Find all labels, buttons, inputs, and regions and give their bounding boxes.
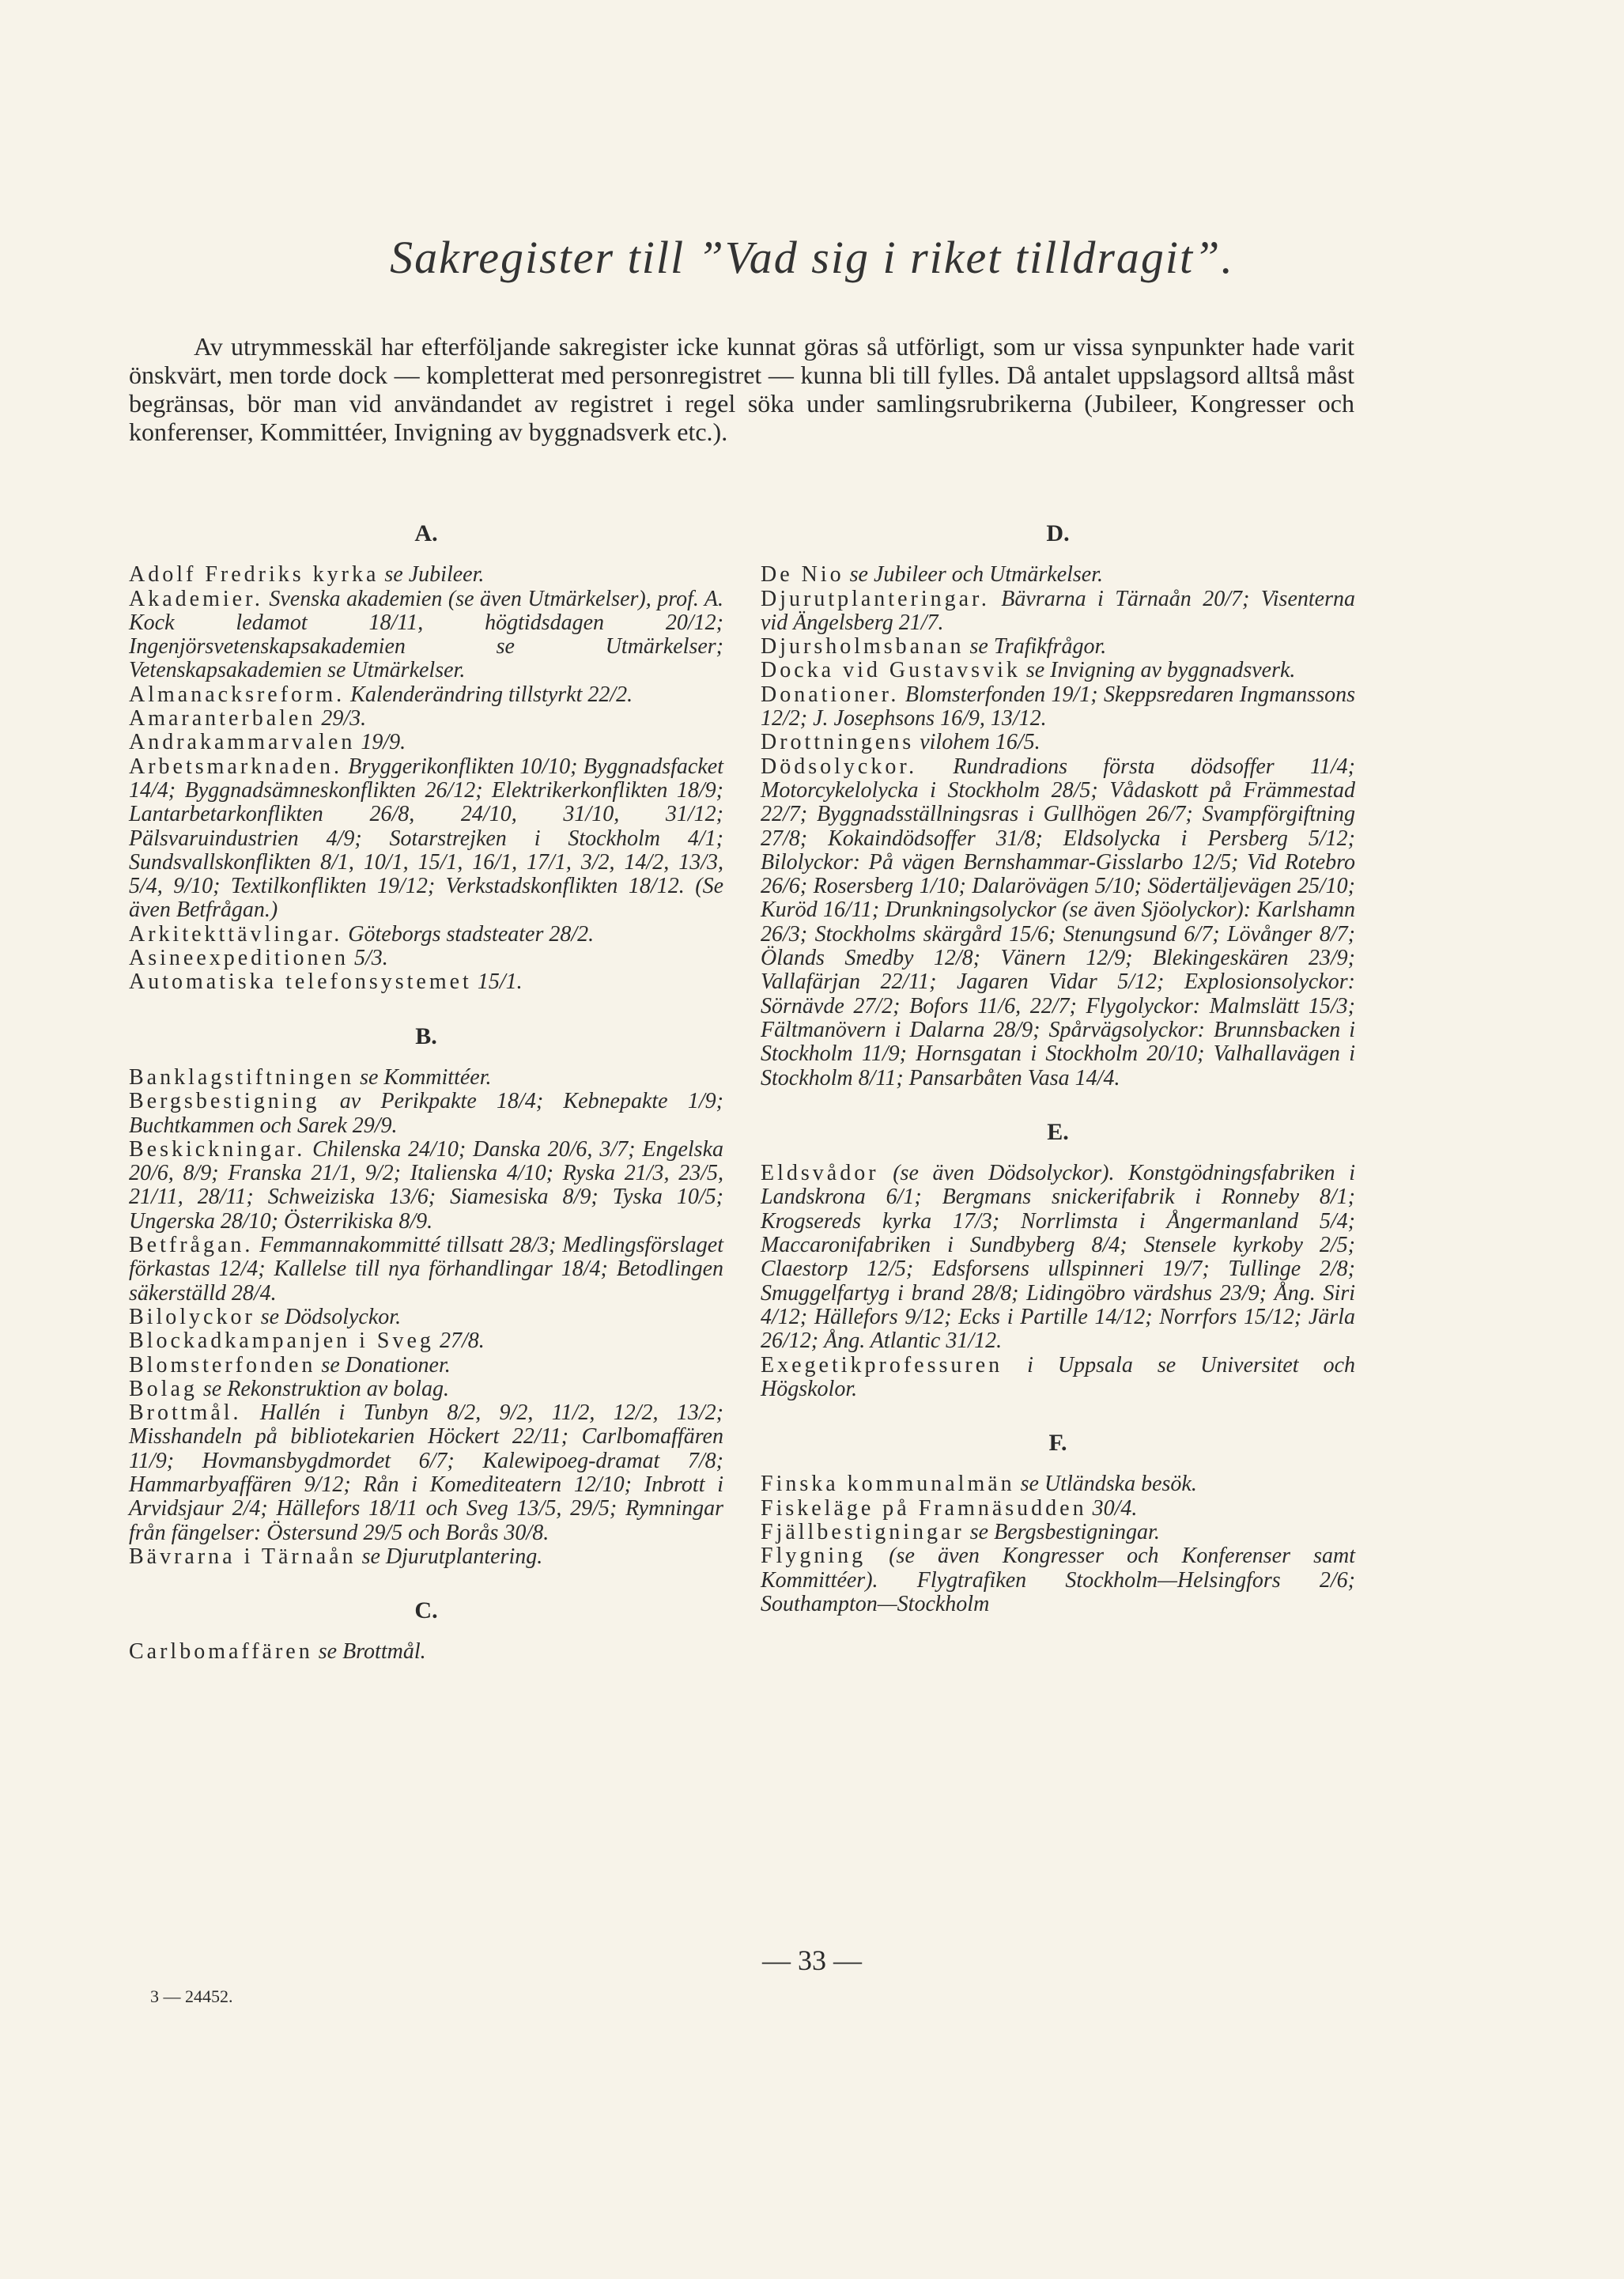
entry-references: (se även Dödsolyckor). Konstgödningsfabriken i Landskrona 6/1; Bergmans snickerifabrik i Ronneby 8/1; Krogsereds kyrka 17/3; Norrlimsta i Ångermanland 5/4; Maccaronifabriken i Sundbyberg 8/4; Stensele kyrkoby 2/5; Claestorp 12/5; Edsforsens ullspinneri 19/7; Tullinge 2/8; Smuggelfartyg i brand 28/8; Lidingöbro värdshus 23/9; Ång. Siri 4/12; Hällefors 9/12; Ecks i Partille 14/12; Norrfors 15/12; Järla 26/12; Ång. Atlantic 31/12. [761,1161,1355,1354]
entry-keyword: Fiskeläge på Framnäsudden [761,1495,1087,1521]
section-letter: F. [1048,1430,1067,1457]
entry-references: av Perikpakte 18/4; Kebnepakte 1/9; Buchtkammen och Sarek 29/9. [129,1089,723,1138]
index-entry [761,588,1355,636]
entry-keyword: Beskickningar. [129,1136,306,1162]
entry-keyword: Amaranterbalen [129,706,316,731]
section-letter: A. [414,520,438,546]
entry-references: se Jubileer och Utmärkelser. [844,562,1104,588]
index-entry [761,1521,1355,1544]
entry-keyword: Blomsterfonden [129,1352,316,1378]
index-entry [761,1544,1355,1616]
index-entry [129,1401,723,1545]
entry-keyword: Carlbomaffären [129,1639,313,1665]
index-entry [129,588,723,683]
entry-keyword: Djursholmsbanan [761,634,965,660]
entry-keyword: Adolf Fredriks kyrka [129,562,380,588]
entry-references: 15/1. [471,969,523,995]
index-entry [129,731,723,754]
entry-references: 5/3. [348,946,388,971]
entry-references: vilohem 16/5. [914,730,1040,755]
entry-references: Hallén i Tunbyn 8/2, 9/2, 11/2, 12/2, 13/2; Misshandeln på bibliotekarien Höckert 22/11; Carlbomaffären 11/9; Hovmansbygdmordet 6/7; Kalewipoeg-dramat 7/8; Hammarbyaffären 9/12; Rån i Komediteatern 12/10; Inbrott i Arvidsjaur 2/4; Hällefors 18/11 och Sveg 13/5, 29/5; Rymningar från fängelser: Östersund 29/5 och Borås 30/8. [129,1400,723,1545]
entry-references: 27/8. [433,1328,485,1354]
entry-references: i Uppsala se Universitet och Högskolor. [761,1352,1355,1401]
entry-keyword: Flygning [761,1544,867,1569]
entry-references: se Bergsbestigningar. [964,1519,1160,1544]
index-entry [129,1378,723,1401]
index-entry [761,635,1355,659]
left-column [129,522,723,1665]
index-entry [129,1306,723,1329]
index-entry [129,1066,723,1090]
entry-keyword: Bävrarna i Tärnaån [129,1544,357,1569]
index-entry [129,970,723,994]
index-entry [761,755,1355,1090]
entry-references: Göteborgs stadsteater 28/2. [342,921,595,947]
index-entry [129,1090,723,1138]
entry-references: se Djurutplantering. [356,1544,543,1569]
entry-references: Chilenska 24/10; Danska 20/6, 3/7; Engelska 20/6, 8/9; Franska 21/1, 9/2; Italienska 4/10; Ryska 21/3, 23/5, 21/11, 28/11; Schweiziska 13/6; Siamesiska 8/9; Tyska 10/5; Ungerska 28/10; Österrikiska 8/9. [129,1136,723,1234]
index-entry [129,1354,723,1378]
index-entry [761,563,1355,587]
entry-keyword: Bolag [129,1376,198,1401]
entry-references: se Trafikfrågor. [964,634,1107,660]
entry-references: Bävrarna i Tärnaån 20/7; Visenterna vid Ängelsberg 21/7. [761,586,1355,635]
index-entry [129,923,723,947]
entry-keyword: Eldsvådor [761,1161,879,1186]
index-entry [129,707,723,731]
section-letter: C. [414,1597,438,1624]
entry-keyword: Arkitekttävlingar. [129,921,343,947]
entry-references: Bryggerikonflikten 10/10; Byggnadsfacket 14/4; Byggnadsämneskonflikten 26/12; Elektrikerkonflikten 18/9; Lantarbetarkonflikten 26/8, 24/10, 31/10, 31/12; Pälsvaruindustrien 4/9; Sotarstrejken i Stockholm 4/1; Sundsvallskonflikten 8/1, 10/1, 15/1, 16/1, 17/1, 3/2, 14/2, 13/3, 5/4, 9/10; Textilkonflikten 19/12; Verkstadskonflikten 18/12. (Se även Betfrågan.) [129,754,723,923]
index-entry [129,947,723,970]
index-entry [129,1329,723,1353]
entry-references: se Jubileer. [379,562,485,588]
intro-paragraph [129,332,1354,446]
index-entry [761,1354,1355,1402]
entry-keyword: Docka vid Gustavsvik [761,658,1021,683]
section-letter: D. [1046,520,1070,546]
index-entry [761,659,1355,682]
entry-keyword: Banklagstiftningen [129,1064,355,1090]
entry-keyword: Automatiska telefonsystemet [129,969,472,995]
index-entry [129,755,723,923]
index-entry [129,563,723,587]
entry-keyword: Bilolyckor [129,1304,255,1329]
index-entry [129,1138,723,1234]
page-title: Sakregister till ”Vad sig i riket tilldragit”. [390,232,1234,283]
entry-keyword: De Nio [761,562,844,588]
entry-references: Blomsterfonden 19/1; Skeppsredaren Ingmanssons 12/2; J. Josephsons 16/9, 13/12. [761,682,1355,731]
entry-keyword: Fjällbestigningar [761,1519,965,1544]
section-letter: E. [1047,1118,1069,1145]
entry-keyword: Donationer. [761,682,900,707]
entry-keyword: Asineexpeditionen [129,946,349,971]
entry-references: se Brottmål. [312,1639,426,1665]
right-column [761,522,1355,1616]
entry-references: 19/9. [355,730,406,755]
intro-text: Av utrymmesskäl har efterföljande sakregister icke kunnat göras så utförligt, som ur vissa synpunkter hade varit önskvärt, men torde dock — kompletterat med personregistret — kunna bli till fylles. Då antalet uppslagsord alltså måst begränsas, bör man vid användandet av registret i regel söka under samlingsrubrikerna (Jubileer, Kongresser och konferenser, Kommittéer, Invigning av byggnadsverk etc.). [129,332,1354,446]
index-entry [761,1162,1355,1353]
entry-keyword: Andrakammarvalen [129,730,356,755]
entry-keyword: Finska kommunalmän [761,1472,1015,1497]
entry-references: se Donationer. [315,1352,451,1378]
entry-keyword: Exegetikprofessuren [761,1352,1003,1378]
entry-references: se Utländska besök. [1014,1472,1197,1497]
entry-references: se Invigning av byggnadsverk. [1020,658,1296,683]
entry-keyword: Blockadkampanjen i Sveg [129,1328,434,1354]
entry-references: se Dödsolyckor. [255,1304,402,1329]
entry-keyword: Akademier. [129,586,263,611]
entry-keyword: Almanacksreform. [129,682,346,707]
printer-code: 3 — 24452. [150,1986,233,2006]
entry-keyword: Betfrågan. [129,1233,254,1258]
index-entry [129,1640,723,1664]
entry-keyword: Djurutplanteringar. [761,586,990,611]
entry-keyword: Drottningens [761,730,915,755]
entry-references: se Rekonstruktion av bolag. [197,1376,449,1401]
entry-references: 29/3. [315,706,367,731]
entry-references: se Kommittéer. [354,1064,492,1090]
entry-references: 30/4. [1086,1495,1138,1521]
entry-references: (se även Kongresser och Konferenser samt Kommittéer). Flygtrafiken Stockholm—Helsingfors 2/6; Southampton—Stockholm [761,1544,1355,1616]
entry-keyword: Bergsbestigning [129,1089,320,1114]
index-entry [129,683,723,707]
index-entry [129,1545,723,1569]
index-entry [761,1472,1355,1496]
entry-references: Kalenderändring tillstyrkt 22/2. [345,682,633,707]
entry-keyword: Arbetsmarknaden. [129,754,343,779]
entry-references: Svenska akademien (se även Utmärkelser), prof. A. Kock ledamot 18/11, högtidsdagen 20/12; Ingenjörsvetenskapsakademien se Utmärkelser; Vetenskapsakademien se Utmärkelser. [129,586,723,683]
entry-keyword: Brottmål. [129,1400,242,1426]
index-entry [761,1497,1355,1521]
section-letter: B. [415,1022,437,1049]
index-entry [761,731,1355,754]
entry-references: Rundradions första dödsoffer 11/4; Motorcykelolycka i Stockholm 28/5; Vådaskott på Främmestad 22/7; Byggnadsställningsras i Gullhögen 26/7; Svampförgiftning 27/8; Kokaindödsoffer 31/8; Eldsolycka i Persberg 5/12; Bilolyckor: På vägen Bernshammar-Gisslarbo 12/5; Vid Rotebro 26/6; Rosersberg 1/10; Dalarövägen 5/10; Södertäljevägen 25/10; Kuröd 16/11; Drunkningsolyckor (se även Sjöolyckor): Karlshamn 26/3; Stockholms skärgård 15/6; Stenungsund 6/7; Lövånger 8/7; Ölands Smedby 12/8; Vänern 12/9; Blekingeskären 23/9; Vallafärjan 22/11; Jagaren Vidar 5/12; Explosionsolyckor: Sörnävde 27/2; Bofors 11/6, 22/7; Flygolyckor: Malmslätt 15/3; Fältmanövern i Dalarna 28/9; Spårvägsolyckor: Brunnsbacken i Stockholm 11/9; Hornsgatan i Stockholm 20/10; Valhallavägen i Stockholm 8/11; Pansarbåten Vasa 14/4. [761,754,1355,1090]
index-entry [129,1234,723,1306]
page-number: — 33 — [762,1945,862,1976]
index-entry [761,683,1355,731]
entry-keyword: Dödsolyckor. [761,754,918,779]
entry-references: Femmannakommitté tillsatt 28/3; Medlingsförslaget förkastas 12/4; Kallelse till nya förhandlingar 18/4; Betodlingen säkerställd 28/4. [129,1233,723,1306]
